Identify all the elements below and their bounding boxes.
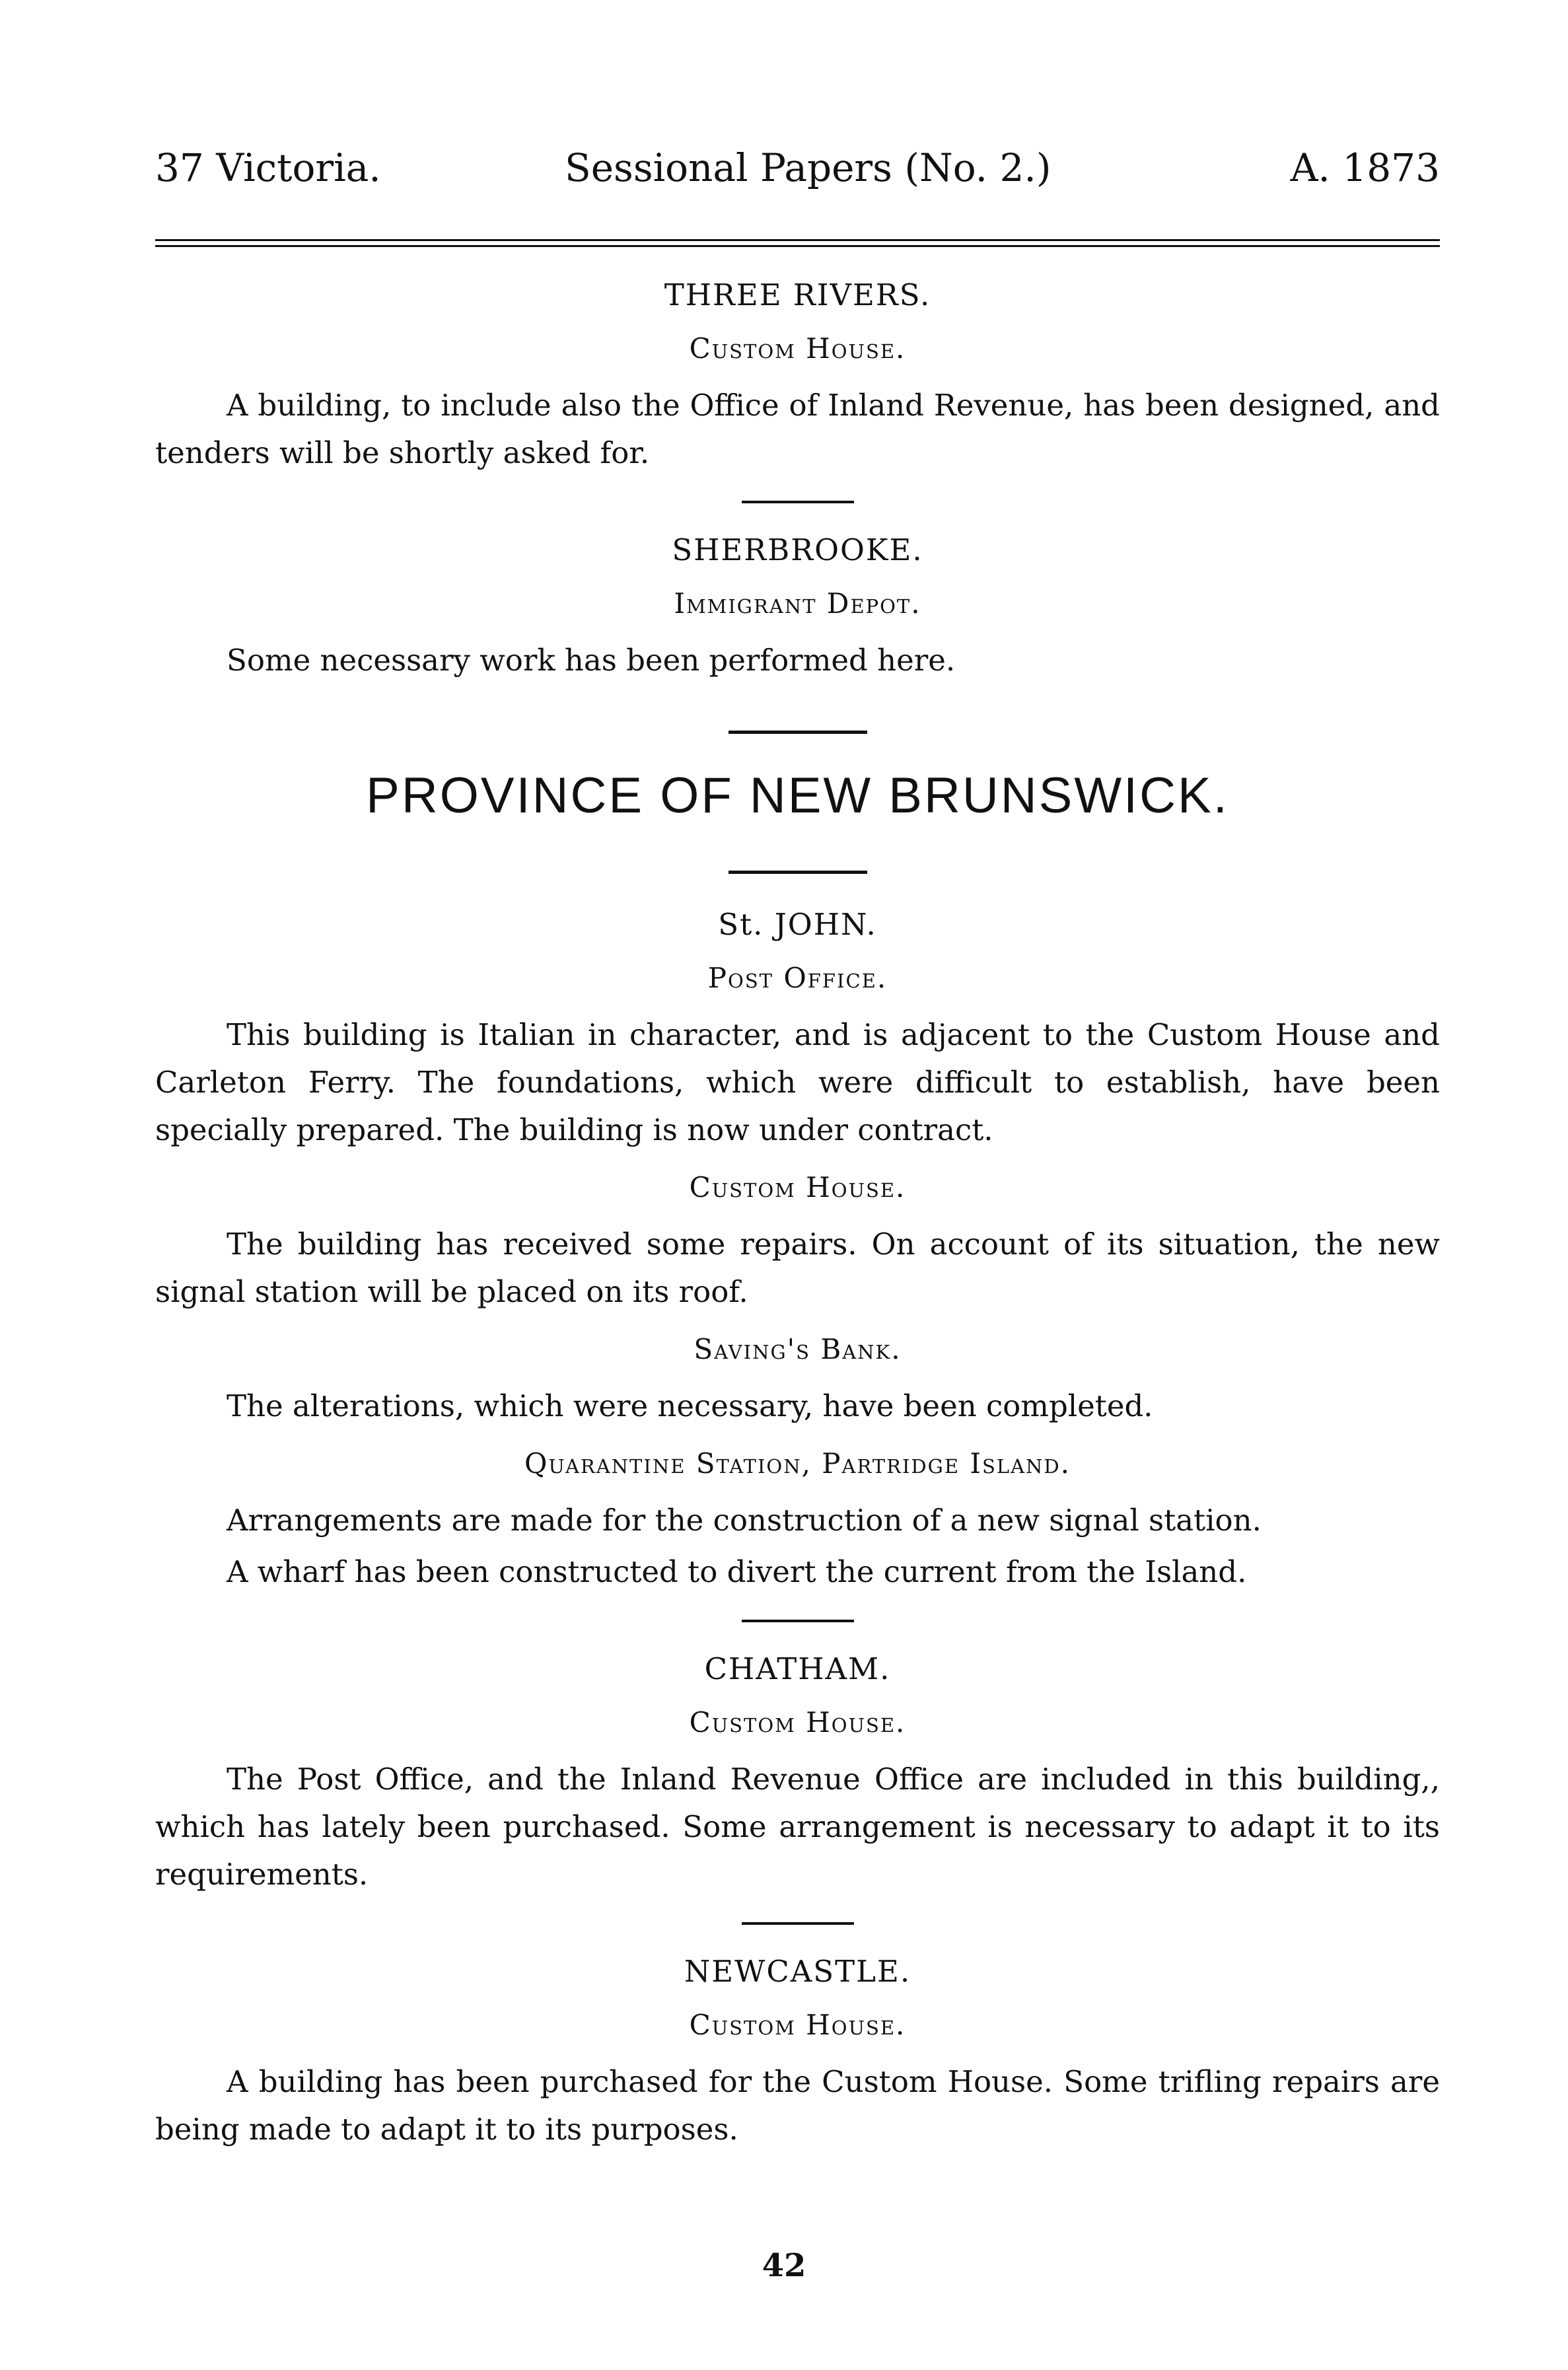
- province-heading: PROVINCE OF NEW BRUNSWICK.: [366, 768, 1229, 824]
- section-sherbrooke: [155, 532, 1440, 684]
- section-divider: [742, 1620, 854, 1622]
- section-subheading: Custom House.: [689, 1171, 906, 1203]
- section-divider: [729, 871, 867, 874]
- section-paragraph: The alterations, which were necessary, have been completed.: [227, 1388, 1153, 1423]
- main-content: [155, 277, 1440, 2171]
- section-paragraph: A wharf has been constructed to divert the current from the Island.: [227, 1554, 1247, 1589]
- section-newcastle: [155, 1954, 1440, 2153]
- section-subheading: Custom House.: [689, 332, 906, 365]
- section-heading: SHERBROOKE.: [672, 532, 923, 567]
- section-chatham: [155, 1651, 1440, 1898]
- section-subheading: Post Office.: [707, 962, 888, 994]
- section-heading: CHATHAM.: [704, 1651, 891, 1686]
- section-divider: [742, 501, 854, 503]
- header-rule: [155, 239, 1440, 247]
- header-title: Sessional Papers (No. 2.): [565, 145, 1051, 190]
- section-paragraph: A building, to include also the Office of Inland Revenue, has been designed, and tenders will be shortly asked for.: [155, 388, 1440, 470]
- header-year: A. 1873: [1290, 145, 1440, 190]
- section-paragraph: This building is Italian in character, and is adjacent to the Custom House and Carleton Ferry. The foundations, which were difficult to establish, have been specially prepared. The building is now under contract.: [155, 1017, 1440, 1147]
- running-header: [155, 145, 1440, 198]
- page-number: 42: [762, 2247, 806, 2284]
- header-volume: 37 Victoria.: [155, 145, 381, 190]
- section-divider: [742, 1922, 854, 1925]
- section-paragraph: Some necessary work has been performed here.: [227, 643, 956, 678]
- section-subheading: Immigrant Depot.: [674, 587, 921, 620]
- section-paragraph: A building has been purchased for the Custom House. Some trifling repairs are being made to adapt it to its purposes.: [155, 2064, 1440, 2147]
- section-heading: THREE RIVERS.: [664, 277, 931, 312]
- section-subheading: Saving's Bank.: [694, 1333, 902, 1365]
- section-subheading: Custom House.: [689, 2009, 906, 2041]
- section-paragraph: The building has received some repairs. On account of its situation, the new signal station will be placed on its roof.: [155, 1227, 1440, 1309]
- section-three-rivers: [155, 277, 1440, 477]
- section-heading: St. JOHN.: [718, 907, 877, 942]
- section-paragraph: The Post Office, and the Inland Revenue Office are included in this building,, which has lately been purchased. Some arrangement is necessary to adapt it to its requirements.: [155, 1762, 1440, 1892]
- section-st-john: [155, 907, 1440, 1596]
- section-subheading: Custom House.: [689, 1706, 906, 1739]
- section-heading: NEWCASTLE.: [684, 1954, 911, 1989]
- section-paragraph: Arrangements are made for the construction of a new signal station.: [227, 1503, 1262, 1538]
- section-divider: [729, 731, 867, 734]
- section-subheading: Quarantine Station, Partridge Island.: [524, 1447, 1071, 1480]
